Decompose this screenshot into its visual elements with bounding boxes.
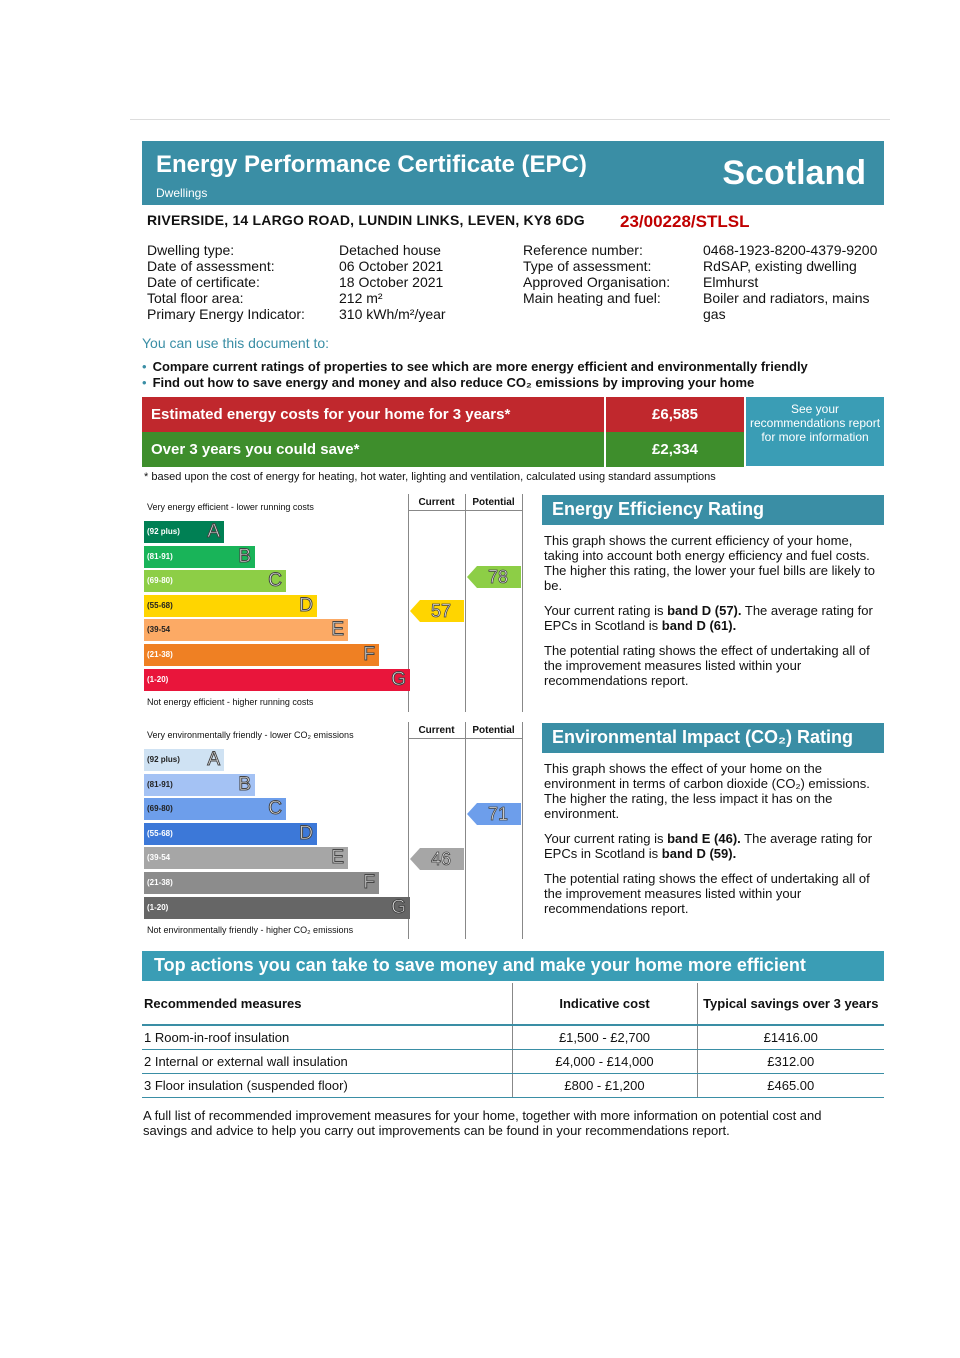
rating-band-d: [144, 823, 317, 845]
band-range: (92 plus): [147, 527, 180, 536]
environmental-impact-title: Environmental Impact (CO₂) Rating: [542, 723, 884, 753]
country-label: Scotland: [722, 154, 866, 192]
env-bottom-label: Not environmentally friendly - higher CO₂ emissions: [147, 925, 354, 935]
band-letter: G: [391, 896, 406, 918]
detail-label: Total floor area:: [147, 290, 244, 306]
band-range: (69-80): [147, 576, 173, 586]
band-letter: B: [238, 773, 251, 795]
detail-label: Type of assessment:: [523, 258, 652, 274]
rating-band-g: [144, 669, 410, 691]
detail-value: 310 kWh/m²/year: [339, 306, 446, 322]
eer-paragraph-3: The potential rating shows the effect of undertaking all of the improvement measures listed within your recommendations report.: [544, 643, 870, 688]
rating-band-e: [144, 619, 348, 641]
eir-paragraph-2: Your current rating is band E (46). The average rating for EPCs in Scotland is band D (59).: [544, 831, 873, 861]
band-range: (21-38): [147, 878, 173, 887]
band-range: (81-91): [147, 779, 173, 789]
header-measures: Recommended measures: [142, 983, 512, 1025]
detail-label: Dwelling type:: [147, 242, 235, 258]
rating-band-d: [144, 595, 317, 617]
certificate-subtitle: Dwellings: [156, 186, 208, 200]
energy-efficiency-chart: [142, 494, 523, 712]
bullet-dot-icon: •: [142, 359, 147, 374]
see-recommendations-box: See your recommendations report for more information: [746, 397, 884, 466]
savings-value: £2,334: [606, 432, 744, 467]
eir-paragraph-1: This graph shows the effect of your home on the environment in terms of carbon dioxide (CO₂) emissions. The higher the rating, the less impact it has on the environment.: [544, 761, 870, 821]
band-range: (39-54: [147, 625, 171, 635]
band-letter: A: [207, 521, 220, 542]
table-row: 1 Room-in-roof insulation £1,500 - £2,700 £1416.00: [142, 1025, 884, 1049]
band-letter: A: [207, 749, 220, 770]
rating-band-f: [144, 872, 379, 894]
current-column-header: Current: [418, 725, 455, 736]
detail-label: Date of certificate:: [147, 274, 260, 290]
details-left-labels: [147, 242, 305, 322]
certificate-title: Energy Performance Certificate (EPC): [156, 151, 587, 178]
current-rating-arrow: [410, 848, 464, 870]
detail-value: Boiler and radiators, mains: [703, 290, 870, 306]
estimated-costs-value: £6,585: [606, 397, 744, 432]
table-row: 2 Internal or external wall insulation £4,000 - £14,000 £312.00: [142, 1049, 884, 1073]
band-range: (92 plus): [147, 755, 180, 764]
band-letter: F: [363, 872, 375, 893]
detail-value: Elmhurst: [703, 274, 759, 290]
bullet-text: Compare current ratings of properties to see which are more energy efficient and environmentally friendly: [152, 359, 808, 374]
details-right-values: [703, 242, 877, 322]
band-range: (39-54: [147, 853, 171, 863]
band-letter: E: [331, 847, 344, 869]
band-range: (69-80): [147, 804, 173, 814]
band-range: (81-91): [147, 551, 173, 561]
band-letter: D: [299, 594, 313, 616]
detail-label: Reference number:: [523, 242, 643, 258]
energy-efficiency-title: Energy Efficiency Rating: [542, 495, 884, 525]
environmental-impact-chart: [142, 722, 523, 939]
current-rating-value: 57: [430, 600, 452, 621]
savings-row: [142, 432, 744, 467]
band-letter: C: [268, 570, 282, 592]
environmental-impact-panel: [542, 723, 884, 926]
potential-column-header: Potential: [472, 725, 515, 736]
energy-bottom-label: Not energy efficient - higher running costs: [147, 697, 314, 707]
band-letter: B: [238, 545, 251, 567]
rating-band-b: [144, 774, 255, 796]
band-letter: E: [331, 619, 344, 641]
current-rating-arrow: [410, 600, 464, 622]
eer-paragraph-1: This graph shows the current efficiency of your home, taking into account both energy efficiency and fuel costs. The higher this rating, the lower your fuel bills are likely to be.: [544, 533, 875, 593]
table-row: 3 Floor insulation (suspended floor) £800 - £1,200 £465.00: [142, 1073, 884, 1097]
page-top-rule: [130, 119, 890, 120]
band-letter: F: [363, 644, 375, 665]
use-document-bullets: [142, 359, 808, 391]
detail-label: Approved Organisation:: [523, 274, 671, 290]
eir-paragraph-3: The potential rating shows the effect of undertaking all of the improvement measures listed within your recommendations report.: [544, 871, 870, 916]
table-header-row: [142, 983, 884, 1025]
current-column-header: Current: [418, 497, 455, 508]
potential-rating-value: 71: [487, 803, 509, 824]
potential-rating-arrow: [467, 566, 521, 588]
estimated-costs-label: Estimated energy costs for your home for 3 years*: [142, 397, 604, 432]
rating-band-b: [144, 546, 255, 568]
potential-rating-value: 78: [487, 566, 509, 587]
detail-value: 06 October 2021: [339, 258, 444, 274]
eer-paragraph-2: Your current rating is band D (57). The average rating for EPCs in Scotland is band D (61).: [544, 603, 873, 633]
recommended-measures-table: [142, 983, 884, 1098]
detail-value: 0468-1923-8200-4379-9200: [703, 242, 878, 258]
detail-value: Detached house: [339, 242, 441, 258]
band-range: (1-20): [147, 674, 169, 684]
rating-band-a: [144, 521, 224, 543]
use-document-heading: You can use this document to:: [142, 335, 330, 351]
detail-value: 18 October 2021: [339, 274, 444, 290]
band-letter: D: [299, 822, 313, 844]
bullet-text: Find out how to save energy and money and also reduce CO₂ emissions by improving your home: [152, 375, 755, 390]
costs-footnote: * based upon the cost of energy for heating, hot water, lighting and ventilation, calculated using standard assumptions: [144, 471, 716, 483]
detail-label: Main heating and fuel:: [523, 290, 661, 306]
current-rating-value: 46: [430, 848, 452, 869]
rating-band-a: [144, 749, 224, 771]
bullet-dot-icon: •: [142, 375, 147, 390]
header-savings: Typical savings over 3 years: [697, 983, 884, 1025]
estimated-costs-row: [142, 397, 744, 432]
band-range: (55-68): [147, 828, 173, 838]
energy-top-label: Very energy efficient - lower running costs: [147, 502, 314, 512]
rating-band-c: [144, 798, 286, 820]
rating-band-f: [144, 644, 379, 666]
details-left-values: [339, 242, 446, 322]
top-actions-title: Top actions you can take to save money and make your home more efficient: [142, 951, 884, 981]
band-range: (55-68): [147, 600, 173, 610]
band-letter: G: [391, 668, 406, 690]
detail-value: 212 m²: [339, 290, 383, 306]
rating-band-c: [144, 570, 286, 592]
rating-band-e: [144, 847, 348, 869]
savings-label: Over 3 years you could save*: [142, 432, 604, 467]
band-range: (21-38): [147, 650, 173, 659]
energy-efficiency-panel: [542, 495, 884, 698]
band-range: (1-20): [147, 902, 169, 912]
details-right-labels: [523, 242, 670, 306]
epc-header: [142, 141, 884, 205]
potential-column-header: Potential: [472, 497, 515, 508]
env-top-label: Very environmentally friendly - lower CO₂ emissions: [147, 730, 354, 740]
rating-band-g: [144, 897, 410, 919]
header-cost: Indicative cost: [512, 983, 697, 1025]
property-address: RIVERSIDE, 14 LARGO ROAD, LUNDIN LINKS, LEVEN, KY8 6DG: [147, 212, 585, 228]
detail-label: Primary Energy Indicator:: [147, 306, 305, 322]
handwritten-reference-code: 23/00228/STLSL: [620, 212, 750, 231]
detail-label: Date of assessment:: [147, 258, 275, 274]
detail-value: gas: [703, 306, 726, 322]
band-letter: C: [268, 798, 282, 820]
potential-rating-arrow: [467, 803, 521, 825]
recommendations-note: A full list of recommended improvement measures for your home, together with more information on potential cost and savings and advice to help you carry out improvements can be found in your recommendations report.: [143, 1108, 822, 1138]
detail-value: RdSAP, existing dwelling: [703, 258, 857, 274]
